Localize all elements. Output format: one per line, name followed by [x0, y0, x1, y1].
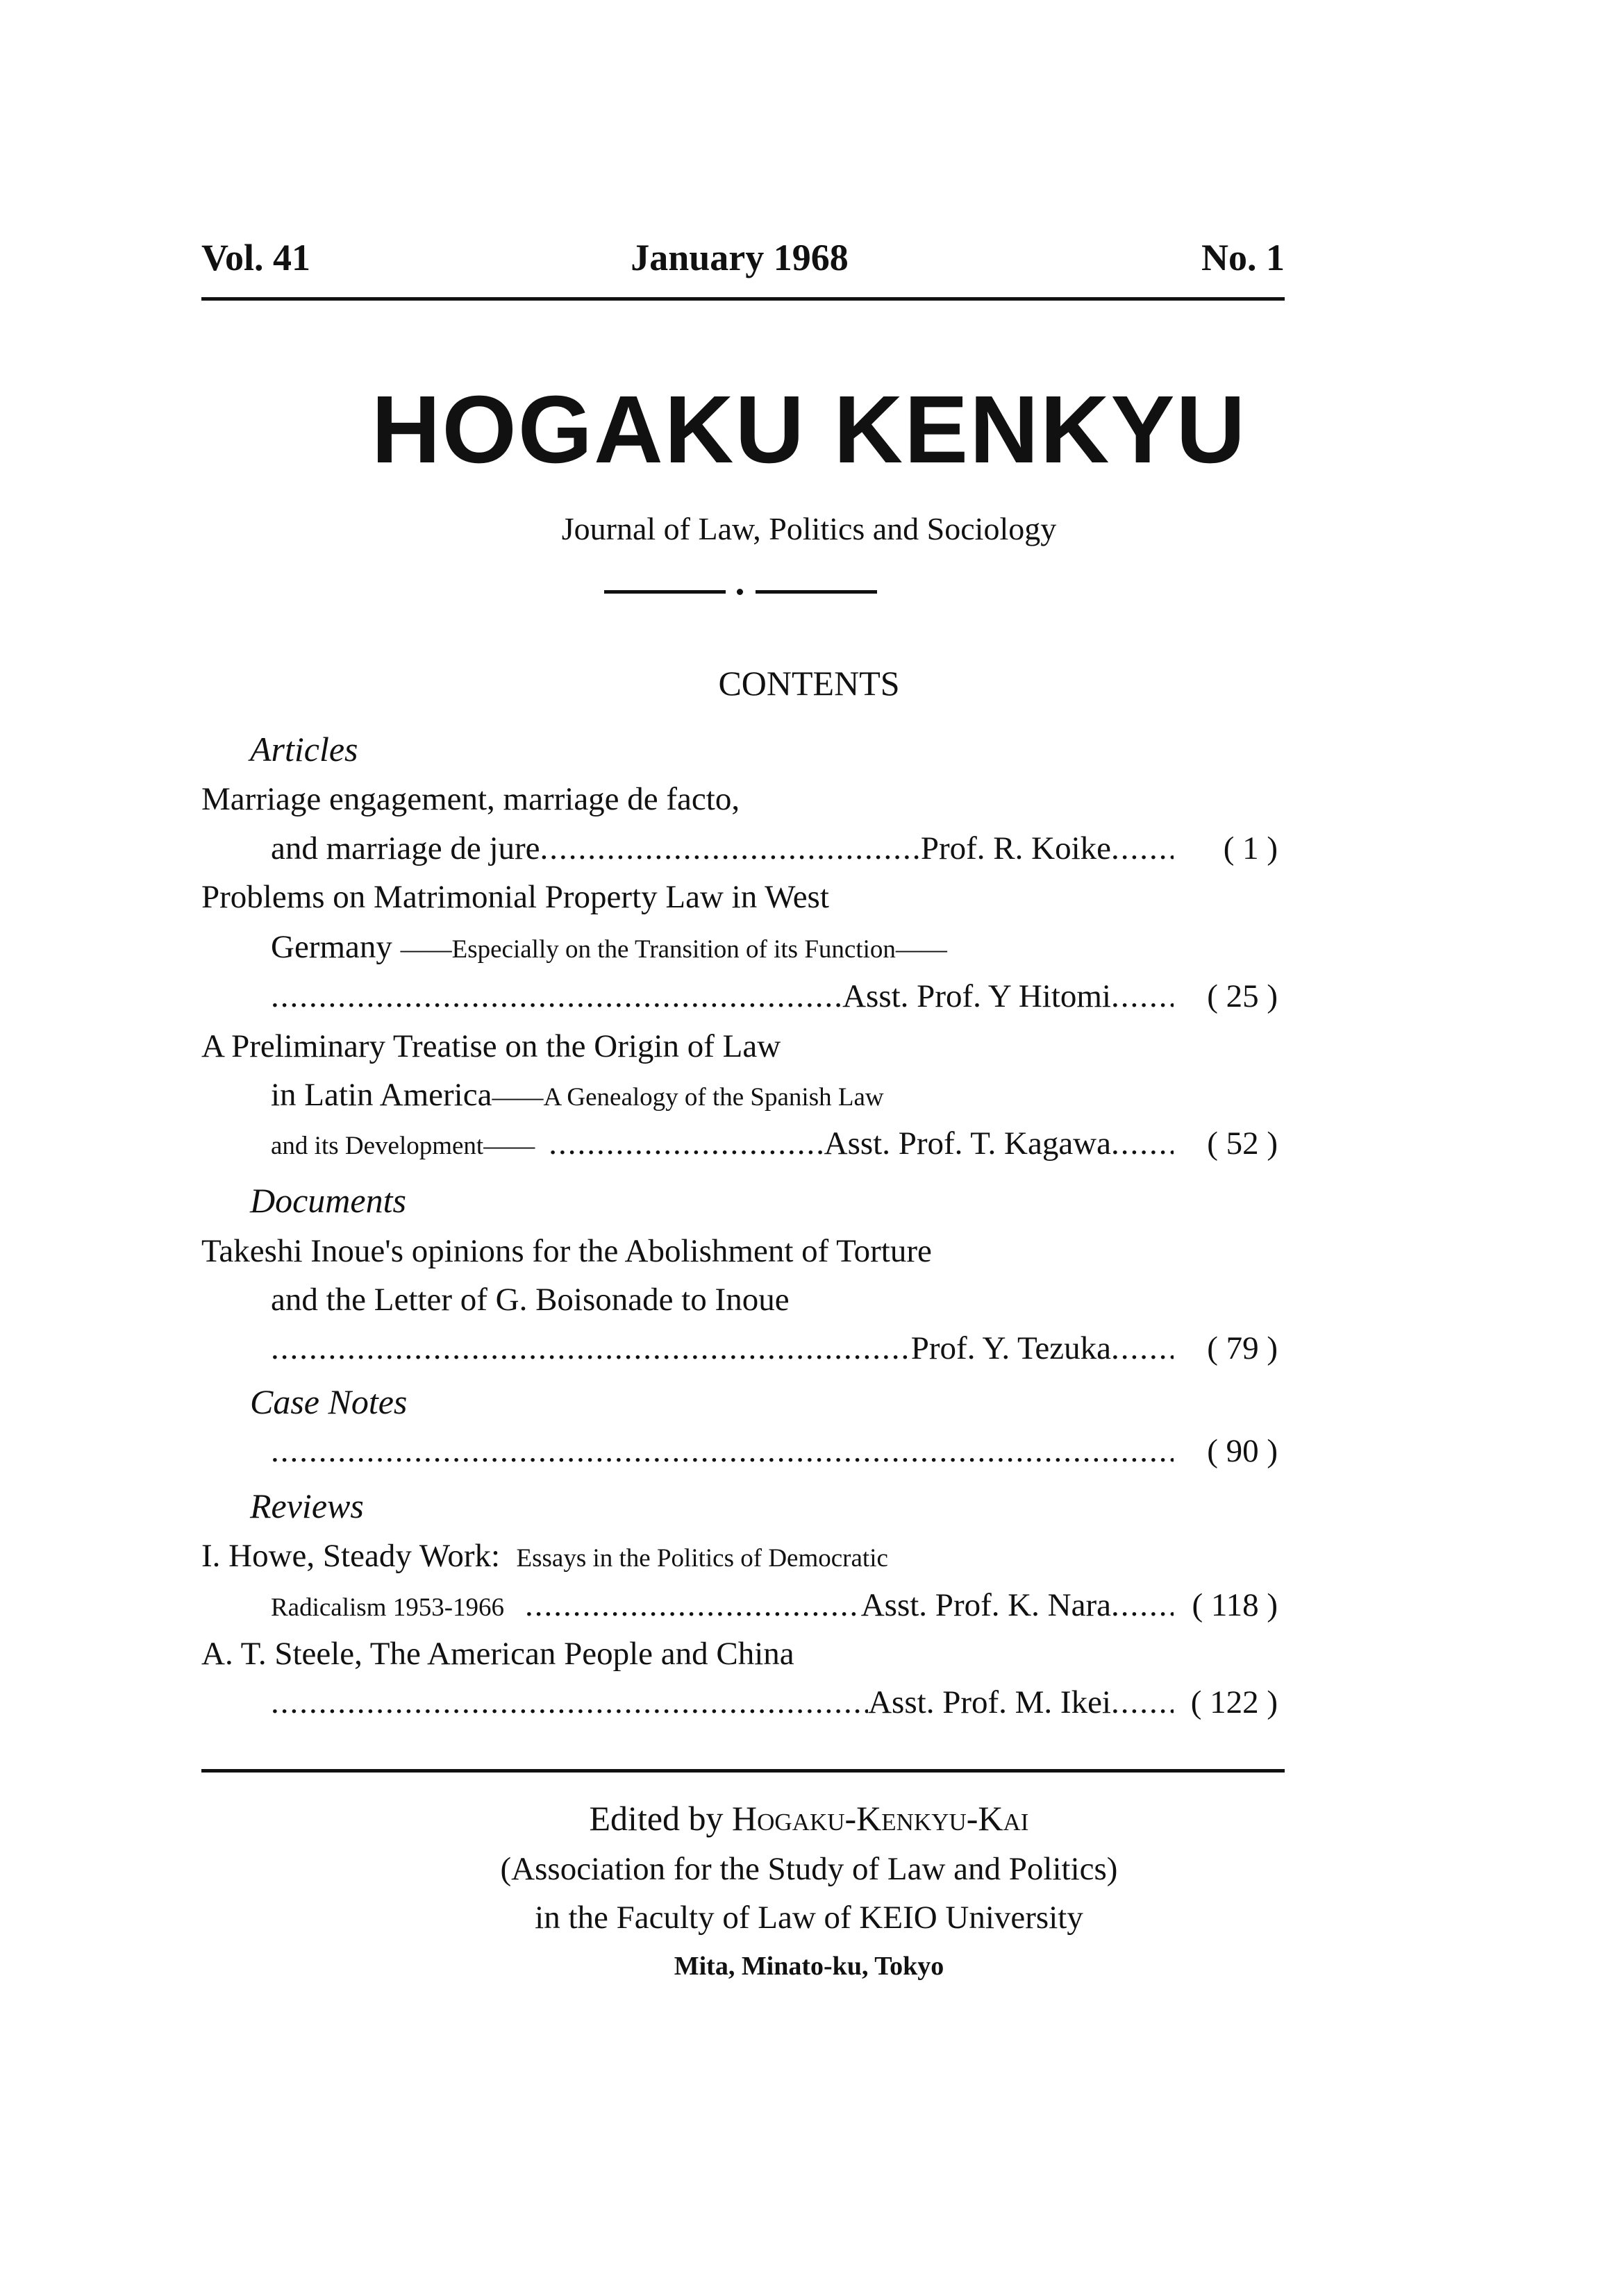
journal-title: HOGAKU KENKYU — [371, 376, 1247, 483]
article-3-title-end: and its Development—— — [271, 1132, 535, 1160]
review-1-page: ( 118 ) — [1192, 1587, 1278, 1623]
case-notes-leader — [271, 1432, 1278, 1470]
section-articles: Articles — [250, 730, 358, 769]
article-1-title: Marriage engagement, marriage de facto, — [201, 781, 740, 817]
document-1-leader — [271, 1330, 1278, 1367]
issue-number: No. 1 — [1201, 237, 1285, 278]
document-1-author: Prof. Y. Tezuka — [910, 1330, 1111, 1366]
document-1-page: ( 79 ) — [1207, 1330, 1278, 1366]
review-1-title-cont: Radicalism 1953-1966 — [271, 1593, 505, 1622]
volume-label: Vol. 41 — [201, 237, 311, 278]
section-case-notes: Case Notes — [250, 1382, 408, 1421]
section-documents: Documents — [250, 1181, 406, 1220]
footer-address: Mita, Minato-ku, Tokyo — [674, 1952, 944, 1981]
article-3-page: ( 52 ) — [1207, 1125, 1278, 1162]
footer-association: (Association for the Study of Law and Politics) — [500, 1851, 1118, 1887]
review-1-title: I. Howe, Steady Work: Essays in the Politics of Democratic — [201, 1538, 888, 1574]
article-1-page: ( 1 ) — [1223, 830, 1278, 866]
issue-date: January 1968 — [631, 237, 849, 278]
footer-rule — [201, 1769, 1285, 1773]
review-2-author: Asst. Prof. M. Ikei — [868, 1684, 1111, 1720]
review-2-leader — [271, 1684, 1278, 1721]
section-reviews: Reviews — [250, 1486, 364, 1525]
article-3-leader — [271, 1125, 1278, 1162]
journal-subtitle: Journal of Law, Politics and Sociology — [561, 511, 1057, 546]
review-2-title: A. T. Steele, The American People and China — [201, 1636, 794, 1672]
article-2-page: ( 25 ) — [1207, 978, 1278, 1014]
footer-editor-line: Edited by Hogaku-Kenkyu-Kai — [589, 1799, 1029, 1838]
document-1-title: Takeshi Inoue's opinions for the Abolishment of Torture — [201, 1233, 932, 1269]
article-1-leader — [271, 830, 1278, 867]
article-2-title-cont: Germany ——Especially on the Transition of its Function—— — [271, 929, 947, 965]
article-3-title: A Preliminary Treatise on the Origin of Law — [201, 1028, 781, 1064]
article-2-title: Problems on Matrimonial Property Law in West — [201, 879, 829, 915]
article-2-leader — [271, 978, 1278, 1015]
review-1-leader — [271, 1586, 1278, 1624]
footer-faculty: in the Faculty of Law of KEIO University — [535, 1900, 1083, 1936]
article-1-author: Prof. R. Koike — [920, 830, 1111, 866]
contents-heading: CONTENTS — [718, 664, 900, 703]
article-3-title-cont: in Latin America——A Genealogy of the Spanish Law — [271, 1077, 884, 1113]
article-1-title-cont: and marriage de jure — [271, 830, 540, 866]
article-3-author: Asst. Prof. T. Kagawa — [824, 1125, 1111, 1162]
case-notes-page: ( 90 ) — [1207, 1433, 1278, 1469]
document-1-title-cont: and the Letter of G. Boisonade to Inoue — [271, 1282, 790, 1318]
header-rule — [201, 297, 1285, 301]
review-1-author: Asst. Prof. K. Nara — [860, 1587, 1111, 1623]
article-2-author: Asst. Prof. Y Hitomi — [842, 978, 1111, 1014]
review-2-page: ( 122 ) — [1190, 1684, 1278, 1720]
